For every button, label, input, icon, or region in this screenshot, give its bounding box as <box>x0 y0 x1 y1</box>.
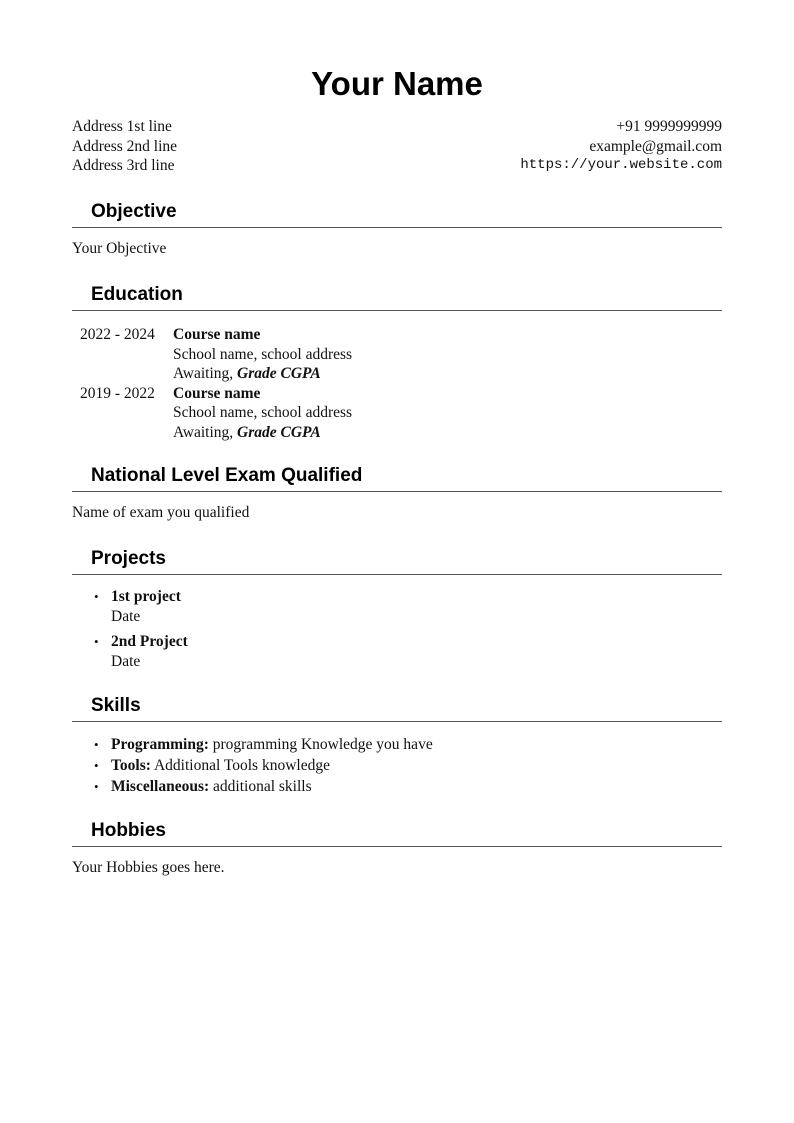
hobbies-text: Your Hobbies goes here. <box>72 859 225 876</box>
address-block <box>72 117 177 176</box>
skill-label: Miscellaneous: <box>111 778 210 795</box>
course-name: Course name <box>173 384 261 402</box>
resume-name: Your Name <box>311 65 483 102</box>
skill-label: Tools: <box>111 757 151 774</box>
section-heading: Hobbies <box>72 819 722 847</box>
project-item <box>72 632 722 671</box>
bullet-icon: • <box>94 737 99 752</box>
project-date: Date <box>111 652 141 670</box>
email-link[interactable]: example@gmail.com <box>589 137 722 155</box>
education-years: 2022 - 2024 <box>80 326 155 343</box>
skill-item <box>72 734 722 755</box>
bullet-icon: • <box>94 779 99 794</box>
project-item <box>72 587 722 626</box>
address-line-2: Address 2nd line <box>72 137 178 155</box>
objective-text: Your Objective <box>72 240 167 257</box>
section-education <box>72 283 722 442</box>
grade-line: Awaiting, Grade CGPA <box>173 423 321 441</box>
website-link[interactable]: https://your.website.com <box>520 157 722 173</box>
education-entry <box>72 325 722 384</box>
bullet-icon: • <box>94 758 99 773</box>
section-projects <box>72 547 722 671</box>
grade-line: Awaiting, Grade CGPA <box>173 365 321 382</box>
skill-text: additional skills <box>213 778 312 795</box>
contact-details <box>520 117 722 176</box>
section-heading: National Level Exam Qualified <box>72 464 722 492</box>
grade-value: Grade CGPA <box>237 423 321 441</box>
bullet-icon: • <box>94 634 99 649</box>
skill-list <box>72 734 722 797</box>
education-list <box>72 325 722 442</box>
school-name: School name, school address <box>173 404 353 421</box>
skill-item <box>72 776 722 797</box>
project-list <box>72 587 722 671</box>
address-line-3: Address 3rd line <box>72 157 175 174</box>
course-name: Course name <box>173 326 261 343</box>
phone-number: +91 9999999999 <box>616 118 722 135</box>
section-hobbies <box>72 819 722 878</box>
education-years: 2019 - 2022 <box>80 384 155 402</box>
grade-value: Grade CGPA <box>237 365 321 382</box>
skill-text: programming Knowledge you have <box>212 736 433 753</box>
section-objective <box>72 200 722 259</box>
section-skills <box>72 694 722 797</box>
project-name: 1st project <box>111 588 181 605</box>
bullet-icon: • <box>94 589 99 604</box>
section-heading: Projects <box>72 547 722 575</box>
skill-item <box>72 755 722 776</box>
skill-label: Programming: <box>111 736 209 753</box>
education-entry <box>72 384 722 443</box>
section-heading: Education <box>72 283 722 311</box>
school-name: School name, school address <box>173 345 353 363</box>
exam-text: Name of exam you qualified <box>72 504 250 521</box>
section-exam <box>72 464 722 523</box>
project-name: 2nd Project <box>111 633 188 650</box>
address-line-1: Address 1st line <box>72 118 172 135</box>
skill-text: Additional Tools knowledge <box>153 757 330 774</box>
section-heading: Skills <box>72 694 722 722</box>
project-date: Date <box>111 607 141 625</box>
section-heading: Objective <box>72 200 722 228</box>
